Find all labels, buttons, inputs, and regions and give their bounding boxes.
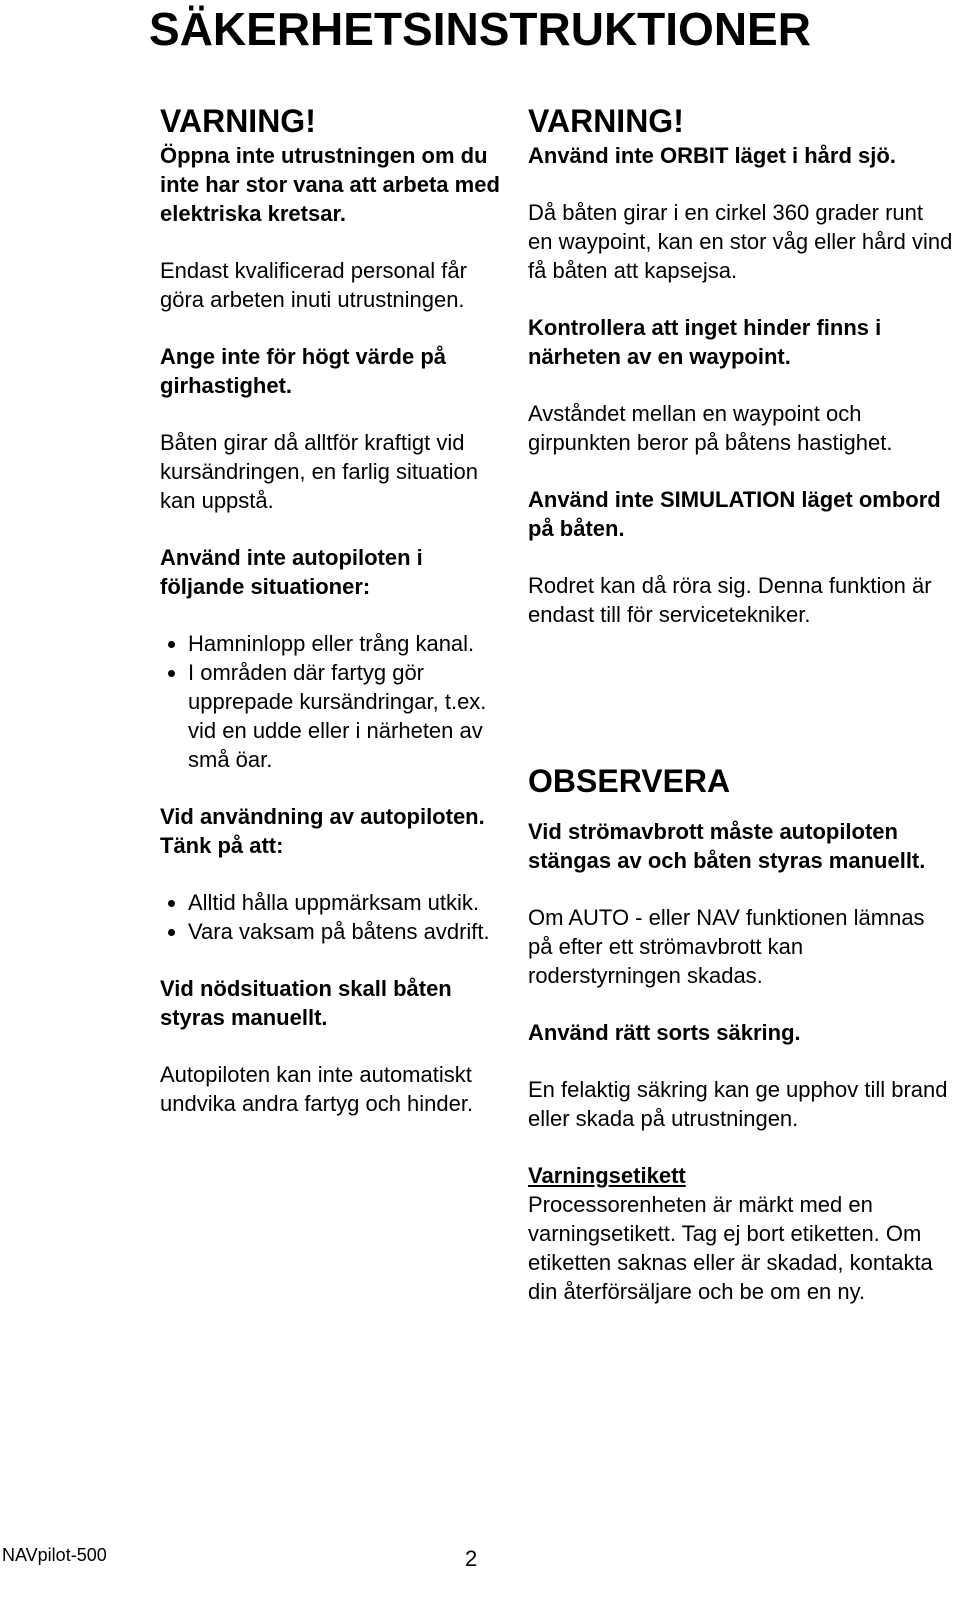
situations-list — [160, 629, 500, 774]
turn-rate-warning: Ange inte för högt värde på girhastighet. — [160, 344, 447, 398]
footer-model: NAVpilot-500 — [2, 1545, 107, 1565]
power-failure-warning: Vid strömavbrott måste autopiloten stängas av och båten styras manuellt. — [528, 819, 926, 873]
when-using-autopilot: Vid användning av autopiloten. Tänk på att: — [160, 804, 485, 858]
warning-heading: VARNING! — [160, 103, 316, 139]
left-column — [160, 101, 500, 1146]
list-item: I områden där fartyg gör upprepade kursändringar, t.ex. vid en udde eller i närheten av små öar. — [160, 658, 500, 774]
orbit-text: Då båten girar i en cirkel 360 grader runt en waypoint, kan en stor våg eller hård vind få båten att kapsejsa. — [528, 200, 953, 283]
simulation-text: Rodret kan då röra sig. Denna funktion är endast till för servicetekniker. — [528, 573, 932, 627]
turn-rate-text: Båten girar då alltför kraftigt vid kursändringen, en farlig situation kan uppstå. — [160, 430, 478, 513]
right-column — [528, 101, 953, 1306]
emergency-text: Vid nödsituation skall båten styras manuellt. — [160, 976, 452, 1030]
warning-label-title: Varningsetikett — [528, 1163, 686, 1188]
qualified-personnel-text: Endast kvalificerad personal får göra arbeten inuti utrustningen. — [160, 258, 467, 312]
list-item: Alltid hålla uppmärksam utkik. — [160, 888, 500, 917]
simulation-warning: Använd inte SIMULATION läget ombord på båten. — [528, 487, 941, 541]
page-title: SÄKERHETSINSTRUKTIONER — [149, 3, 811, 55]
fuse-warning: Använd rätt sorts säkring. — [528, 1020, 801, 1045]
fuse-text: En felaktig säkring kan ge upphov till brand eller skada på utrustningen. — [528, 1077, 948, 1131]
warning-label-text: Processorenheten är märkt med en varningsetikett. Tag ej bort etiketten. Om etiketten saknas eller är skadad, kontakta din återförsäljare och be om en ny. — [528, 1192, 933, 1304]
page-number: 2 — [465, 1546, 478, 1571]
orbit-warning: Använd inte ORBIT läget i hård sjö. — [528, 143, 896, 168]
list-item: Hamninlopp eller trång kanal. — [160, 629, 500, 658]
observera-heading: OBSERVERA — [528, 763, 731, 799]
collision-text: Autopiloten kan inte automatiskt undvika andra fartyg och hinder. — [160, 1062, 474, 1116]
warning-heading: VARNING! — [528, 103, 684, 139]
waypoint-warning: Kontrollera att inget hinder finns i närheten av en waypoint. — [528, 315, 882, 369]
reminders-list — [160, 888, 500, 946]
list-item: Vara vaksam på båtens avdrift. — [160, 917, 500, 946]
do-not-use-autopilot: Använd inte autopiloten i följande situationer: — [160, 545, 423, 599]
warning-open-equipment: Öppna inte utrustningen om du inte har stor vana att arbeta med elektriska kretsar. — [160, 143, 500, 226]
power-failure-text: Om AUTO - eller NAV funktionen lämnas på efter ett strömavbrott kan roderstyrningen skadas. — [528, 905, 925, 988]
waypoint-text: Avståndet mellan en waypoint och girpunkten beror på båtens hastighet. — [528, 401, 893, 455]
